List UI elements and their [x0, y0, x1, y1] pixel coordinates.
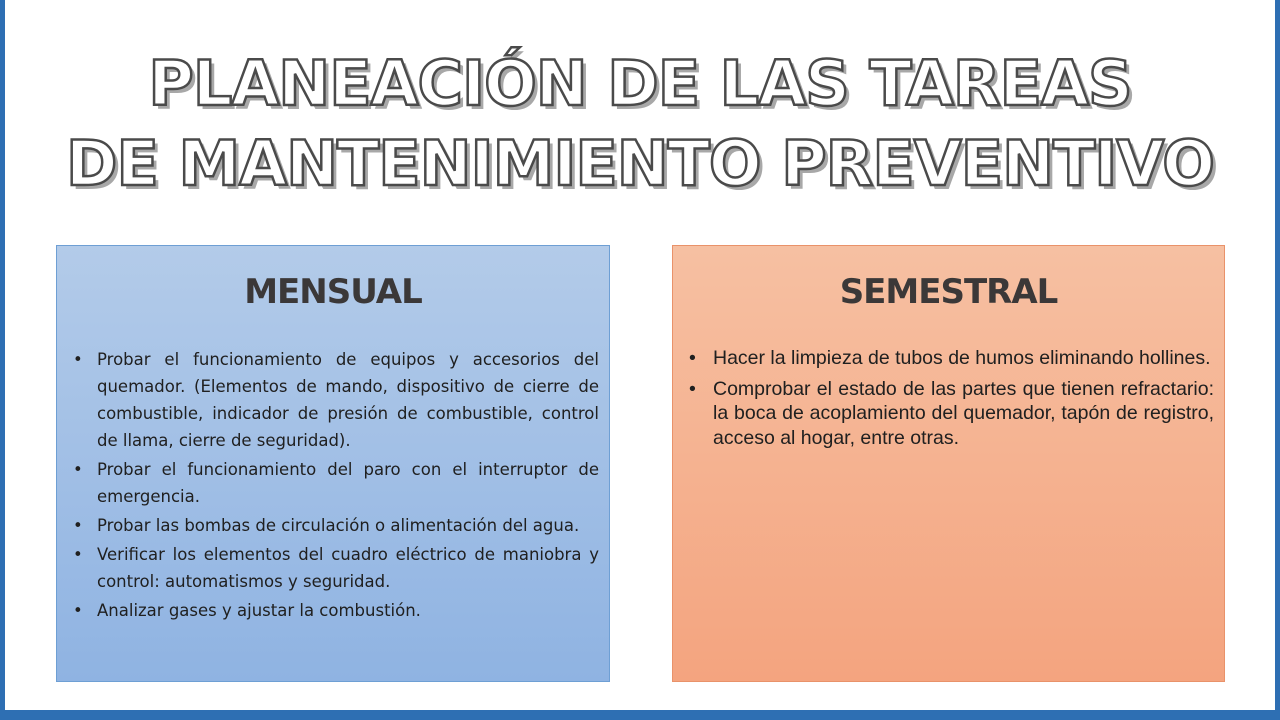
slide-frame-bottom — [0, 710, 1280, 720]
monthly-panel — [56, 245, 610, 682]
list-item: • Probar el funcionamiento de equipos y accesorios del quemador. (Elementos de mando, dispositivo de cierre de combustible, indicador de presión de combustible, control de llama, cierre de seguridad). — [67, 346, 599, 454]
monthly-task-list — [67, 346, 599, 626]
semester-heading: SEMESTRAL — [839, 272, 1058, 312]
slide-title — [40, 44, 1240, 204]
semester-panel — [672, 245, 1225, 682]
title-line-1: PLANEACIÓN DE LAS TAREAS — [148, 47, 1132, 120]
list-item: • Hacer la limpieza de tubos de humos eliminando hollines. — [683, 346, 1214, 371]
semester-task-list — [683, 346, 1214, 456]
slide-frame-right — [1275, 0, 1280, 720]
monthly-heading: MENSUAL — [244, 272, 422, 312]
list-item: • Verificar los elementos del cuadro eléctrico de maniobra y control: automatismos y seguridad. — [67, 541, 599, 595]
list-item: • Probar las bombas de circulación o alimentación del agua. — [67, 512, 599, 539]
list-item: • Analizar gases y ajustar la combustión. — [67, 597, 599, 624]
list-item: • Comprobar el estado de las partes que tienen refractario: la boca de acoplamiento del quemador, tapón de registro, acceso al hogar, entre otras. — [683, 377, 1214, 451]
list-item: • Probar el funcionamiento del paro con el interruptor de emergencia. — [67, 456, 599, 510]
title-line-2: DE MANTENIMIENTO PREVENTIVO — [66, 127, 1214, 200]
slide-frame-left — [0, 0, 5, 720]
